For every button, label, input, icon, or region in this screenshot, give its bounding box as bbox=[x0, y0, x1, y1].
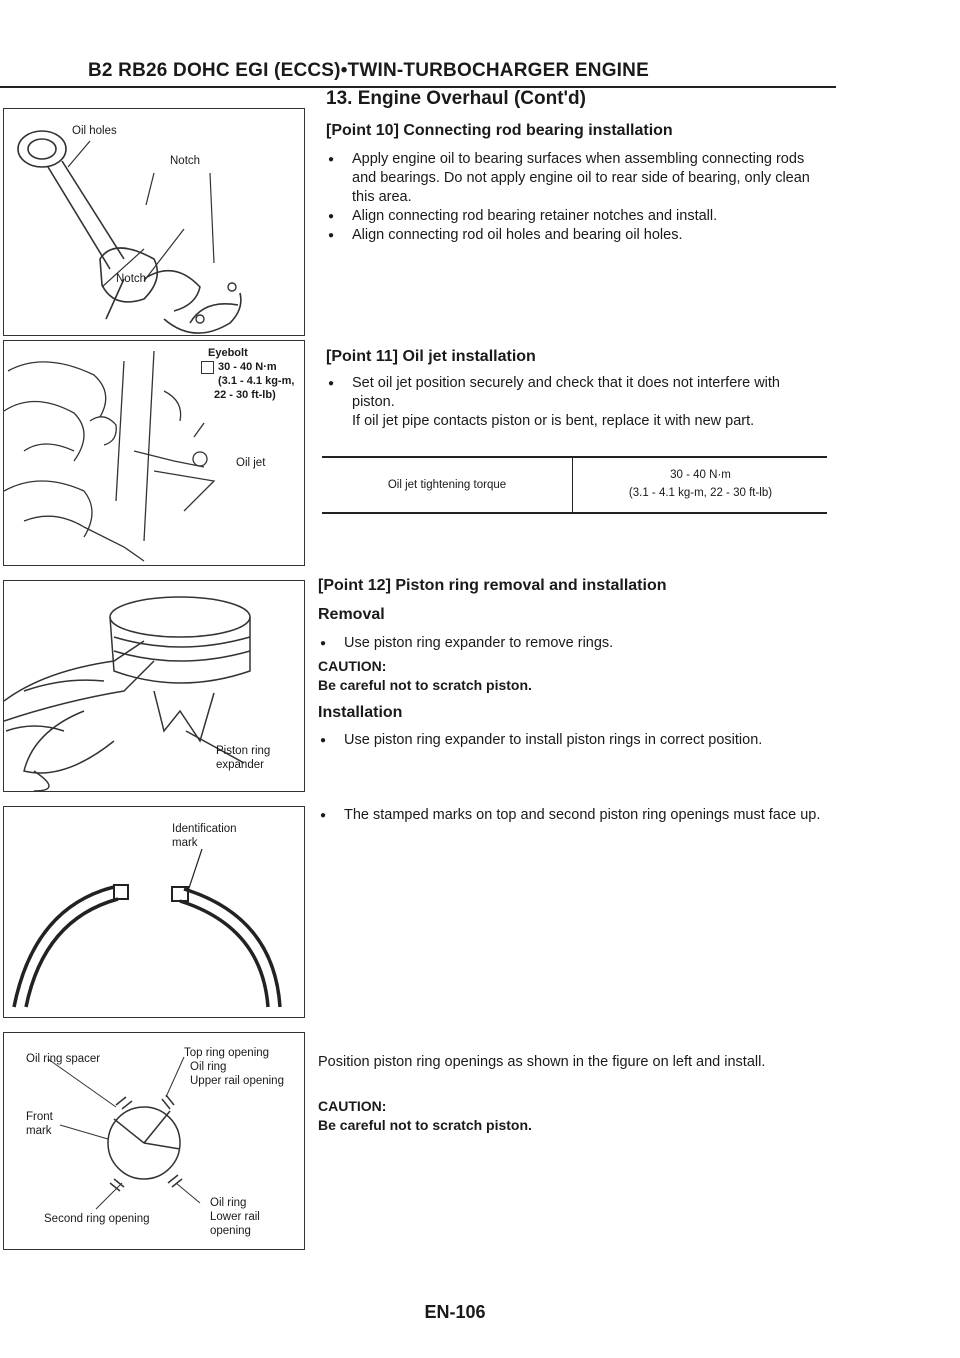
removal-heading: Removal bbox=[318, 606, 385, 623]
torque-value bbox=[574, 466, 827, 502]
torque-label: Oil jet tightening torque bbox=[387, 479, 507, 491]
label-mark: mark bbox=[172, 837, 198, 849]
label-oil-ring-lower: Oil ring bbox=[210, 1197, 247, 1209]
point12-title: [Point 12] Piston ring removal and installation bbox=[318, 577, 667, 594]
label-upper-rail-opening: Upper rail opening bbox=[190, 1075, 284, 1087]
point10-bullet-2: ● Align connecting rod bearing retainer notches and install. bbox=[326, 207, 826, 226]
point10-title: [Point 10] Connecting rod bearing installation bbox=[326, 122, 673, 139]
figure-oil-jet bbox=[3, 340, 305, 566]
point11-bullet: ● Set oil jet position securely and check that it does not interfere with piston. bbox=[326, 374, 826, 412]
label-second-ring-opening: Second ring opening bbox=[44, 1213, 150, 1225]
removal-caution-text: Be careful not to scratch piston. bbox=[318, 677, 532, 693]
point10-bullets bbox=[326, 150, 826, 245]
point11-note: If oil jet pipe contacts piston or is bent, replace it with new part. bbox=[352, 413, 755, 429]
page-header-title: B2 RB26 DOHC EGI (ECCS)•TWIN-TURBOCHARGER ENGINE bbox=[88, 60, 649, 81]
point11-body bbox=[326, 374, 826, 431]
installation-bullet bbox=[318, 731, 828, 750]
piston-ring-drawing bbox=[4, 807, 304, 1017]
position-caution-text: Be careful not to scratch piston. bbox=[318, 1117, 532, 1133]
label-oil-holes: Oil holes bbox=[72, 125, 117, 137]
installation-heading: Installation bbox=[318, 704, 403, 721]
torque-wrench-icon bbox=[201, 361, 214, 374]
stamp-bullet-text: ● The stamped marks on top and second piston ring openings must face up. bbox=[318, 806, 828, 825]
label-torque-1: 30 - 40 N·m bbox=[218, 361, 277, 373]
label-identification: Identification bbox=[172, 823, 237, 835]
label-eyebolt: Eyebolt bbox=[208, 347, 248, 359]
point10-bullet-1: ● Apply engine oil to bearing surfaces when assembling connecting rods and bearings. Do not apply engine oil to rear side of bearing, only clean this area. bbox=[326, 150, 826, 207]
connecting-rod-drawing bbox=[4, 109, 304, 335]
label-torque-3: 22 - 30 ft-lb) bbox=[214, 389, 276, 401]
label-expander: expander bbox=[216, 759, 264, 771]
label-oil-jet: Oil jet bbox=[236, 457, 266, 469]
figure-connecting-rod bbox=[3, 108, 305, 336]
removal-caution-label: CAUTION: bbox=[318, 658, 387, 674]
label-front-mark: mark bbox=[26, 1125, 52, 1137]
torque-value-line1: 30 - 40 N·m bbox=[670, 469, 731, 481]
removal-bullet-text: ● Use piston ring expander to remove rings. bbox=[318, 634, 828, 653]
position-text: Position piston ring openings as shown in the figure on left and install. bbox=[318, 1054, 766, 1070]
label-oil-ring-spacer: Oil ring spacer bbox=[26, 1053, 101, 1065]
torque-table bbox=[322, 456, 827, 514]
point11-title: [Point 11] Oil jet installation bbox=[326, 348, 536, 365]
label-front: Front bbox=[26, 1111, 53, 1123]
figure-identification-mark bbox=[3, 806, 305, 1018]
figure-piston-ring-expander bbox=[3, 580, 305, 792]
page-number: EN-106 bbox=[424, 1302, 486, 1322]
label-torque-2: (3.1 - 4.1 kg-m, bbox=[218, 375, 295, 387]
stamp-bullet bbox=[318, 806, 828, 825]
label-piston-ring: Piston ring bbox=[216, 745, 271, 757]
label-notch-top: Notch bbox=[170, 155, 201, 167]
label-notch-bottom: Notch bbox=[116, 273, 147, 285]
section-title: 13. Engine Overhaul (Cont'd) bbox=[326, 88, 586, 109]
installation-bullet-text: ● Use piston ring expander to install piston rings in correct position. bbox=[318, 731, 828, 750]
table-separator bbox=[572, 458, 573, 512]
label-top-ring-opening: Top ring opening bbox=[184, 1047, 270, 1059]
removal-bullet bbox=[318, 634, 828, 653]
point10-bullet-3: ● Align connecting rod oil holes and bearing oil holes. bbox=[326, 226, 826, 245]
torque-value-line2: (3.1 - 4.1 kg-m, 22 - 30 ft-lb) bbox=[628, 487, 773, 499]
figure-ring-openings bbox=[3, 1032, 305, 1250]
label-oil-ring-upper: Oil ring bbox=[190, 1061, 227, 1073]
label-lower-opening: opening bbox=[210, 1225, 251, 1237]
label-lower-rail: Lower rail bbox=[210, 1211, 260, 1223]
position-caution-label: CAUTION: bbox=[318, 1098, 387, 1114]
